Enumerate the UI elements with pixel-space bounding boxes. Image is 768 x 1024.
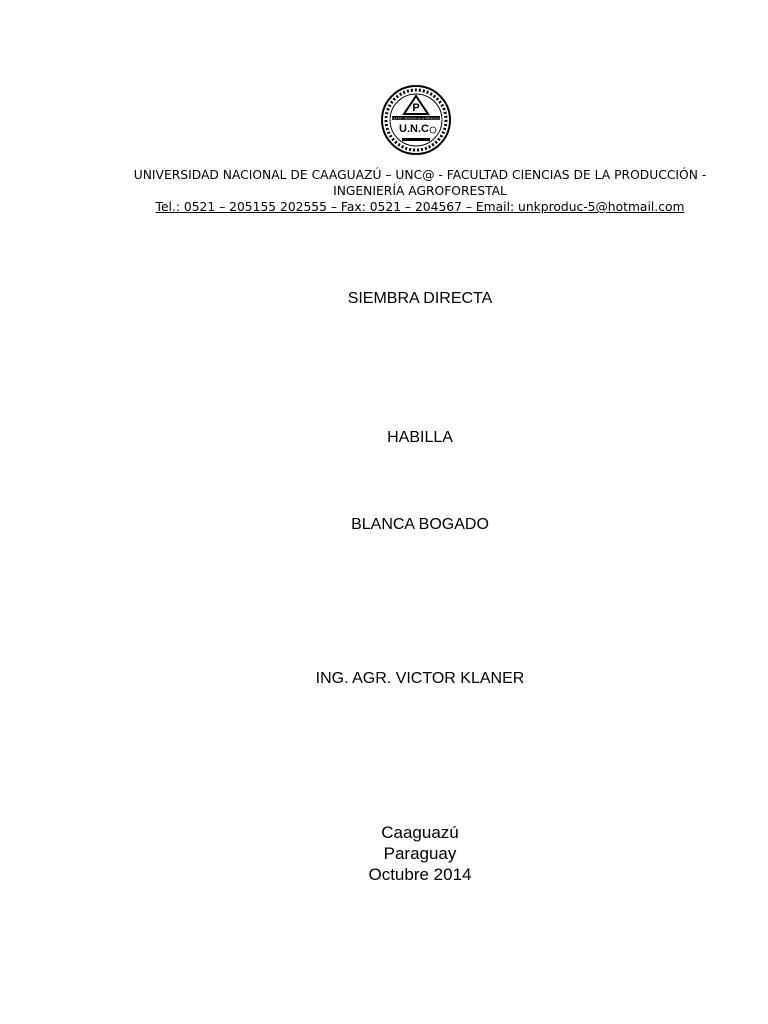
svg-text:U.N.C: U.N.C xyxy=(399,123,429,135)
svg-text:P: P xyxy=(412,102,420,114)
document-topic: HABILLA xyxy=(387,429,453,446)
author-name: BLANCA BOGADO xyxy=(351,516,489,533)
university-name-line1: UNIVERSIDAD NACIONAL DE CAAGUAZÚ – UNC@ - FACULTAD CIENCIAS DE LA PRODUCCIÓN - xyxy=(133,168,707,182)
document-date: Octubre 2014 xyxy=(368,865,472,884)
country: Paraguay xyxy=(383,844,457,863)
contact-info-line: Tel.: 0521 – 205155 202555 – Fax: 0521 – 204567 – Email: unkproduc-5@hotmail.com xyxy=(155,200,685,214)
university-logo xyxy=(380,84,452,156)
professor-name: ING. AGR. VICTOR KLANER xyxy=(315,670,525,687)
university-name-line2: INGENIERÍA AGROFORESTAL xyxy=(333,184,507,198)
university-seal-icon xyxy=(380,84,452,156)
city: Caaguazú xyxy=(381,823,459,842)
svg-text:FACULTAD CIENCIAS de la PRODUC: FACULTAD CIENCIAS de la PRODUCCIÓN xyxy=(386,116,446,121)
document-subject: SIEMBRA DIRECTA xyxy=(347,290,493,307)
